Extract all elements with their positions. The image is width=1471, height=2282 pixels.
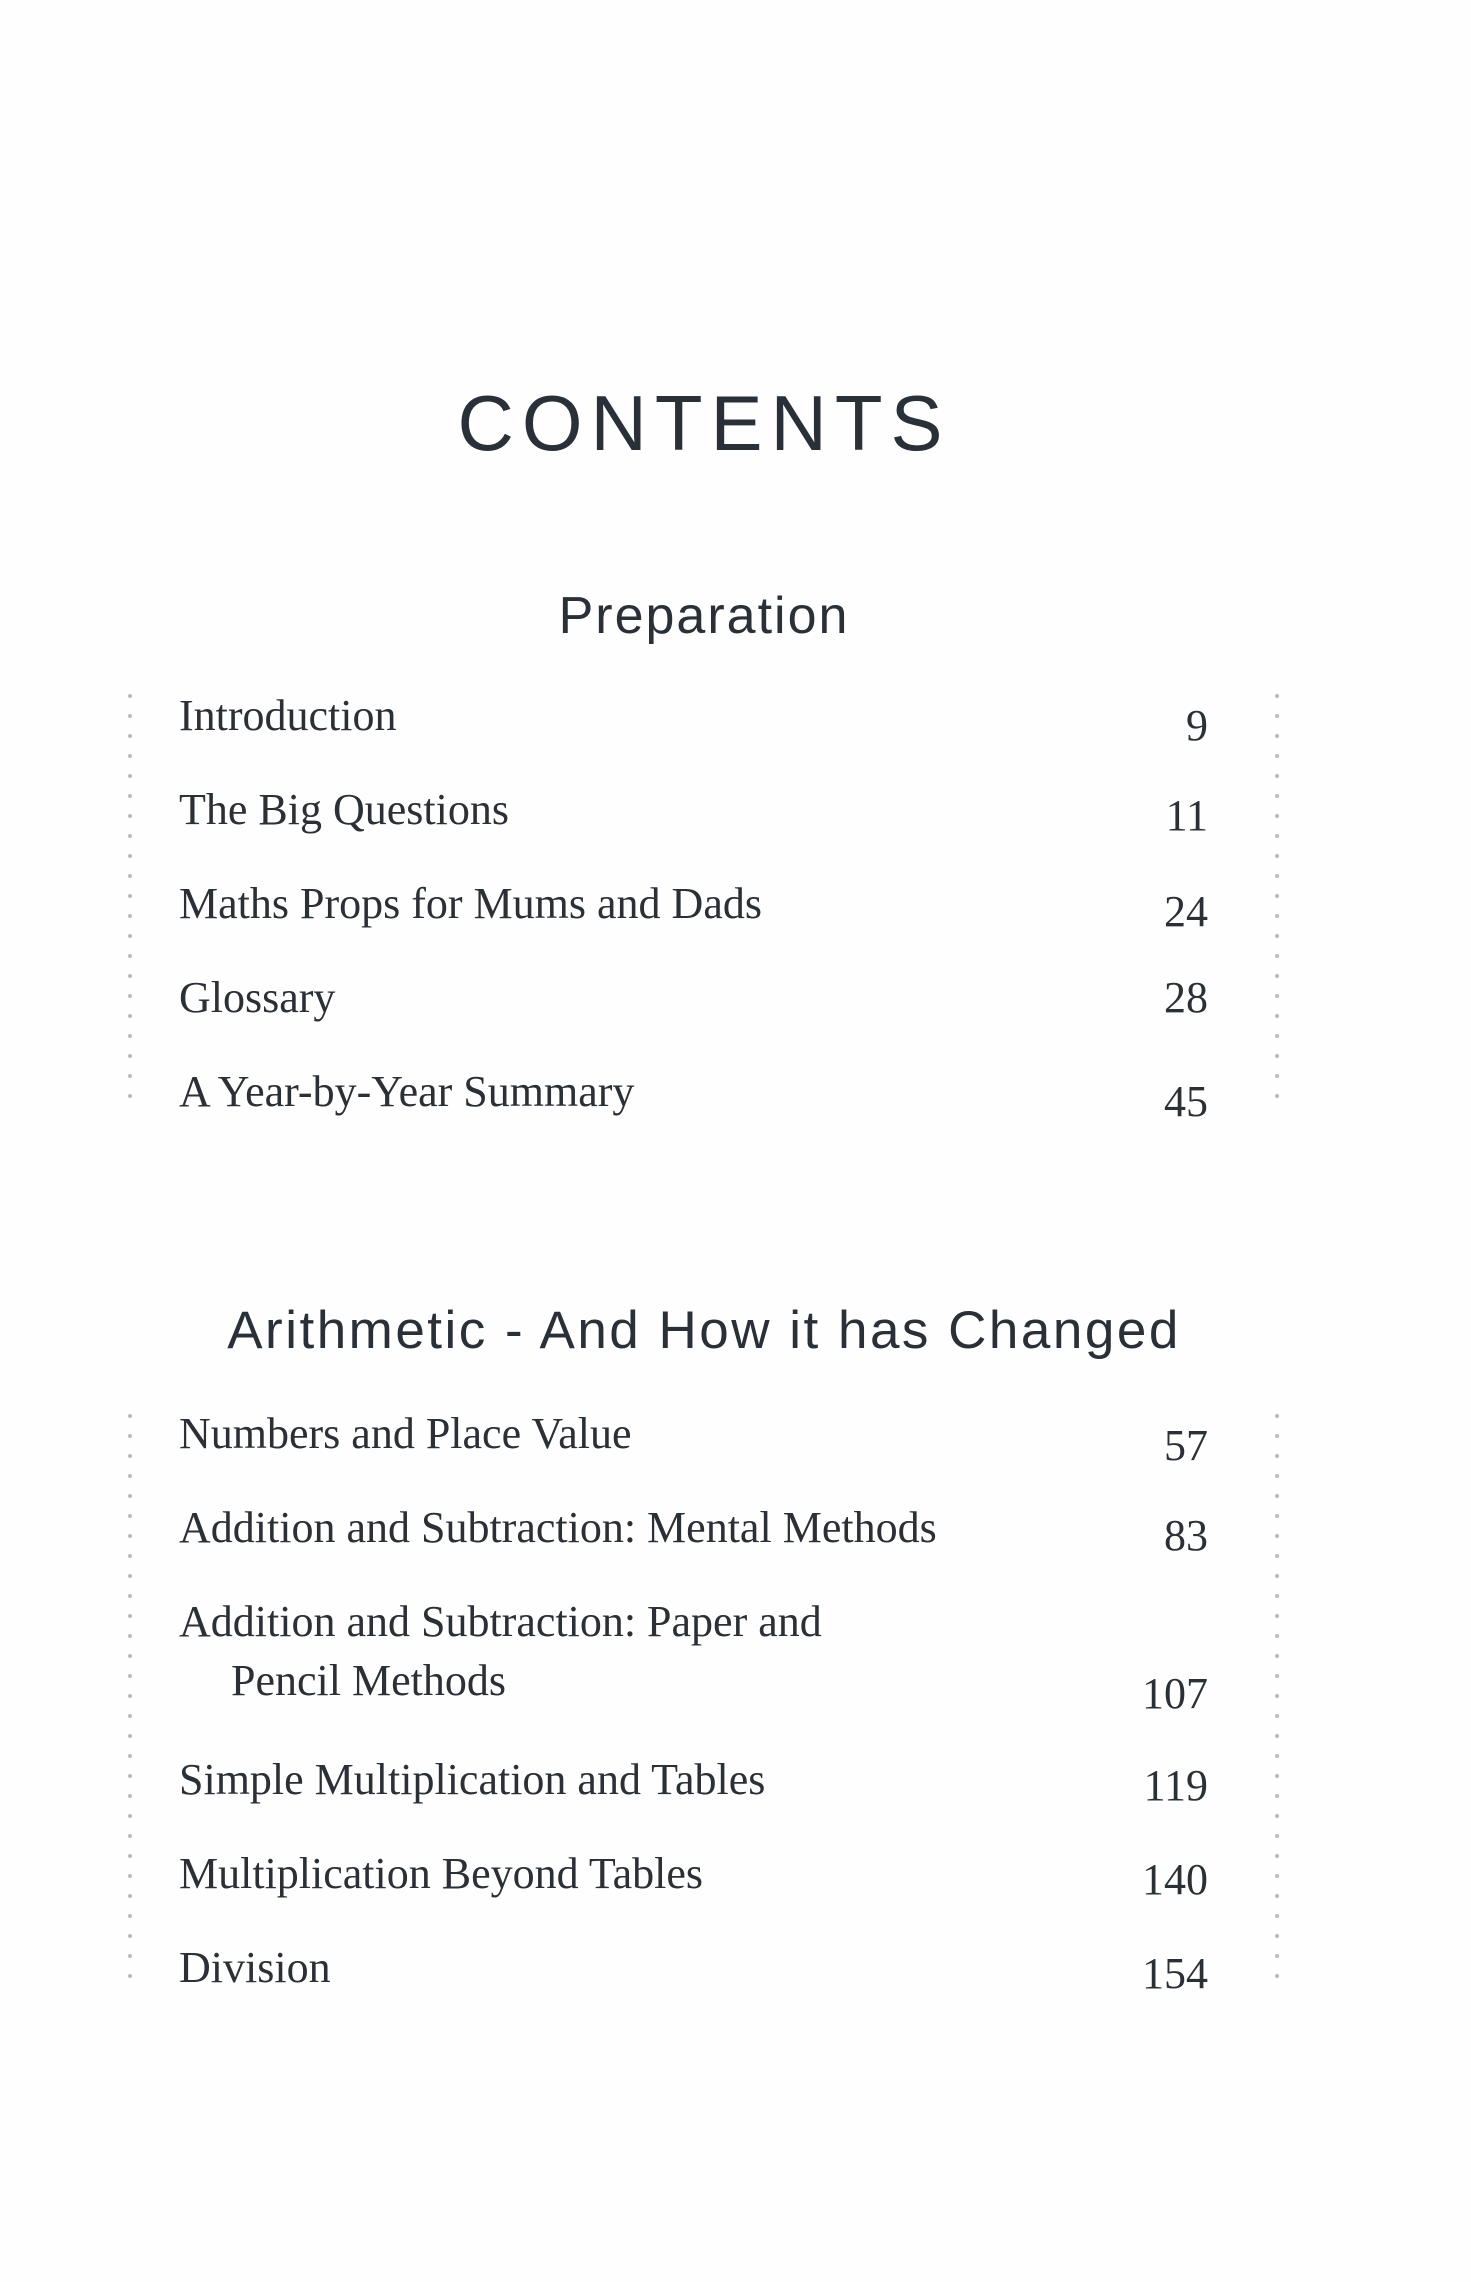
rule-dot xyxy=(128,1034,132,1038)
rule-dot xyxy=(1275,774,1279,778)
rule-dot xyxy=(128,1774,132,1778)
rule-dot xyxy=(128,874,132,878)
entry-title: Simple Multiplication and Tables xyxy=(179,1755,766,1804)
rule-dot xyxy=(128,1834,132,1838)
entry-page-number: 154 xyxy=(1142,1949,1208,1998)
rule-dot xyxy=(128,734,132,738)
rule-dot xyxy=(128,1734,132,1738)
rule-dot xyxy=(1275,954,1279,958)
rule-dot xyxy=(128,1754,132,1758)
rule-dot xyxy=(128,1674,132,1678)
rule-dot xyxy=(1275,1634,1279,1638)
rule-dot xyxy=(128,934,132,938)
rule-dot xyxy=(1275,874,1279,878)
rule-dot xyxy=(128,1934,132,1938)
rule-dot xyxy=(128,814,132,818)
dotted-rule-left-arithmetic xyxy=(128,1410,134,1990)
rule-dot xyxy=(128,1494,132,1498)
rule-dot xyxy=(1275,1494,1279,1498)
rule-dot xyxy=(128,1894,132,1898)
rule-dot xyxy=(1275,1894,1279,1898)
rule-dot xyxy=(128,1654,132,1658)
rule-dot xyxy=(128,1454,132,1458)
page-title: CONTENTS xyxy=(457,379,951,467)
rule-dot xyxy=(128,1014,132,1018)
entry-page-number: 119 xyxy=(1143,1761,1208,1810)
section-heading-preparation: Preparation xyxy=(558,587,850,645)
rule-dot xyxy=(1275,1014,1279,1018)
rule-dot xyxy=(128,794,132,798)
rule-dot xyxy=(1275,694,1279,698)
entry-page-number: 45 xyxy=(1164,1077,1208,1126)
rule-dot xyxy=(1275,794,1279,798)
entry-title-line-2: Pencil Methods xyxy=(231,1656,506,1705)
rule-dot xyxy=(1275,1534,1279,1538)
rule-dot xyxy=(1275,1654,1279,1658)
rule-dot xyxy=(128,1954,132,1958)
rule-dot xyxy=(1275,1094,1279,1098)
rule-dot xyxy=(128,1534,132,1538)
rule-dot xyxy=(1275,1754,1279,1758)
rule-dot xyxy=(1275,1514,1279,1518)
entry-title: Multiplication Beyond Tables xyxy=(179,1849,704,1898)
rule-dot xyxy=(128,854,132,858)
rule-dot xyxy=(1275,974,1279,978)
rule-dot xyxy=(1275,1914,1279,1918)
entry-title: The Big Questions xyxy=(179,785,509,834)
entry-title xyxy=(179,1596,822,1706)
rule-dot xyxy=(128,774,132,778)
rule-dot xyxy=(128,834,132,838)
rule-dot xyxy=(1275,1934,1279,1938)
rule-dot xyxy=(1275,894,1279,898)
rule-dot xyxy=(128,714,132,718)
rule-dot xyxy=(128,1514,132,1518)
entry-page-number: 107 xyxy=(1142,1669,1208,1718)
rule-dot xyxy=(1275,1834,1279,1838)
rule-dot xyxy=(128,1574,132,1578)
rule-dot xyxy=(128,1094,132,1098)
rule-dot xyxy=(128,1794,132,1798)
rule-dot xyxy=(128,954,132,958)
rule-dot xyxy=(1275,1734,1279,1738)
rule-dot xyxy=(1275,1694,1279,1698)
entry-title: Maths Props for Mums and Dads xyxy=(179,879,762,928)
rule-dot xyxy=(128,974,132,978)
rule-dot xyxy=(128,1634,132,1638)
rule-dot xyxy=(128,894,132,898)
dotted-rule-right-arithmetic xyxy=(1275,1410,1281,1990)
rule-dot xyxy=(1275,754,1279,758)
rule-dot xyxy=(1275,1674,1279,1678)
entry-page-number: 28 xyxy=(1164,973,1208,1022)
rule-dot xyxy=(128,1054,132,1058)
rule-dot xyxy=(1275,1574,1279,1578)
rule-dot xyxy=(1275,1714,1279,1718)
rule-dot xyxy=(128,1074,132,1078)
rule-dot xyxy=(1275,1454,1279,1458)
rule-dot xyxy=(128,1554,132,1558)
rule-dot xyxy=(128,754,132,758)
rule-dot xyxy=(1275,1054,1279,1058)
entry-title: Numbers and Place Value xyxy=(179,1409,632,1458)
rule-dot xyxy=(128,1694,132,1698)
dotted-rule-right-preparation xyxy=(1275,690,1281,1110)
rule-dot xyxy=(128,1474,132,1478)
entry-title: Division xyxy=(179,1943,331,1992)
entry-page-number: 9 xyxy=(1186,701,1208,750)
rule-dot xyxy=(128,1614,132,1618)
rule-dot xyxy=(1275,854,1279,858)
rule-dot xyxy=(1275,994,1279,998)
rule-dot xyxy=(1275,1074,1279,1078)
entry-page-number: 83 xyxy=(1164,1511,1208,1560)
section-heading-arithmetic: Arithmetic - And How it has Changed xyxy=(227,1301,1181,1360)
rule-dot xyxy=(1275,1554,1279,1558)
entry-page-number: 11 xyxy=(1165,791,1208,840)
rule-dot xyxy=(1275,1614,1279,1618)
entry-title: A Year-by-Year Summary xyxy=(179,1067,635,1116)
entry-page-number: 57 xyxy=(1164,1421,1208,1470)
rule-dot xyxy=(1275,734,1279,738)
rule-dot xyxy=(1275,1034,1279,1038)
dotted-rule-left-preparation xyxy=(128,690,134,1110)
rule-dot xyxy=(1275,914,1279,918)
rule-dot xyxy=(128,1854,132,1858)
rule-dot xyxy=(1275,1854,1279,1858)
entry-title: Addition and Subtraction: Mental Methods xyxy=(179,1503,937,1552)
rule-dot xyxy=(128,1414,132,1418)
rule-dot xyxy=(1275,1594,1279,1598)
rule-dot xyxy=(128,1914,132,1918)
rule-dot xyxy=(1275,1794,1279,1798)
entry-page-number: 24 xyxy=(1164,887,1208,936)
entry-title-line-1: Addition and Subtraction: Paper and xyxy=(179,1597,822,1646)
rule-dot xyxy=(128,1714,132,1718)
rule-dot xyxy=(1275,1814,1279,1818)
rule-dot xyxy=(1275,1434,1279,1438)
rule-dot xyxy=(1275,1414,1279,1418)
rule-dot xyxy=(128,914,132,918)
entry-title: Glossary xyxy=(179,973,336,1022)
rule-dot xyxy=(1275,1874,1279,1878)
rule-dot xyxy=(1275,834,1279,838)
rule-dot xyxy=(128,1434,132,1438)
rule-dot xyxy=(1275,1774,1279,1778)
rule-dot xyxy=(128,1874,132,1878)
rule-dot xyxy=(1275,814,1279,818)
entry-page-number: 140 xyxy=(1142,1855,1208,1904)
rule-dot xyxy=(128,1974,132,1978)
rule-dot xyxy=(1275,714,1279,718)
rule-dot xyxy=(128,994,132,998)
rule-dot xyxy=(1275,1474,1279,1478)
rule-dot xyxy=(1275,1954,1279,1958)
rule-dot xyxy=(128,1814,132,1818)
entry-title: Introduction xyxy=(179,691,397,740)
rule-dot xyxy=(1275,1974,1279,1978)
rule-dot xyxy=(128,1594,132,1598)
rule-dot xyxy=(1275,934,1279,938)
rule-dot xyxy=(128,694,132,698)
